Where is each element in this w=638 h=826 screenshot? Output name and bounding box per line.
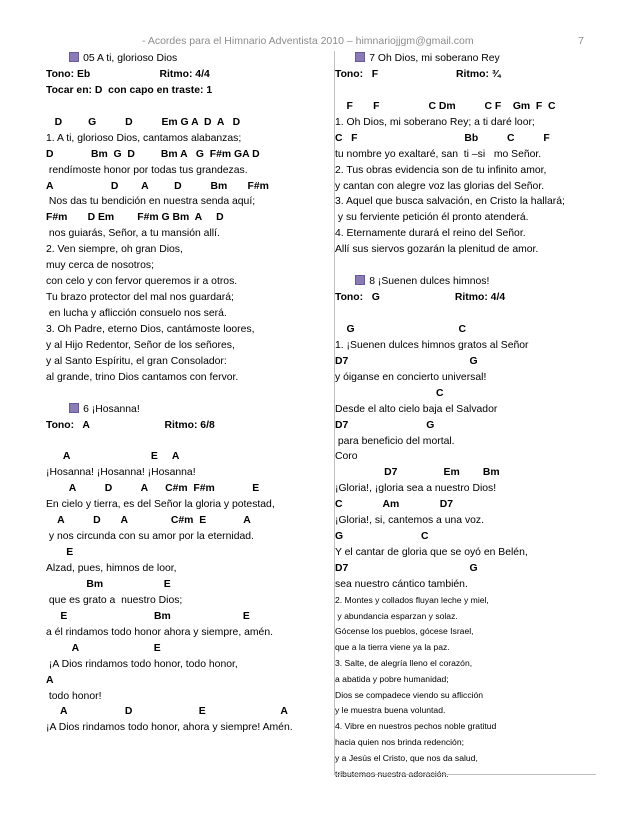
lyric-line: con celo y con fervor queremos ir a otros. xyxy=(46,276,238,288)
hymn-title-text: 05 A ti, glorioso Dios xyxy=(83,53,178,64)
blank-line xyxy=(46,434,311,450)
chord-line: A xyxy=(46,674,54,686)
lyric-line: para beneficio del mortal. xyxy=(335,435,455,447)
hymn-title-text: 8 ¡Suenen dulces himnos! xyxy=(369,276,490,288)
lyric-line: En cielo y tierra, es del Señor la gloria y potestad, xyxy=(46,499,275,511)
verse-line: y a Jesús el Cristo, que nos da salud, xyxy=(335,752,478,763)
lyric-line: Alzad, pues, himnos de loor, xyxy=(46,563,177,574)
chord-line: C F Bb C F xyxy=(335,132,550,144)
lyric-line: tu nombre yo exaltaré, san ti –si mo Señor. xyxy=(335,148,542,160)
lyric-line: 1. ¡Suenen dulces himnos gratos al Señor xyxy=(335,339,529,351)
blank-line xyxy=(46,99,311,115)
chord-line: Bm E xyxy=(46,578,171,590)
hymn-icon xyxy=(69,403,79,413)
lyric-line: ¡Hosanna! ¡Hosanna! ¡Hosanna! xyxy=(46,467,196,479)
column-bottom-rule xyxy=(334,774,596,775)
lyric-line: ¡Gloria!, ¡gloria sea a nuestro Dios! xyxy=(335,483,497,495)
lyric-line: ¡A Dios rindamos todo honor, ahora y siempre! Amén. xyxy=(46,722,293,734)
verse-line: 4. Vibre en nuestros pechos noble gratitud xyxy=(335,721,497,732)
lyric-line: Y el cantar de gloria que se oyó en Belén, xyxy=(335,547,528,559)
lyric-line: 3. Oh Padre, eterno Dios, cantámoste loores, xyxy=(46,323,255,335)
chord-line: F F C Dm C F Gm F C xyxy=(335,100,556,112)
lyric-line: Coro xyxy=(335,451,358,463)
chord-line: D Bm G D Bm A G F#m GA D xyxy=(46,148,260,160)
chord-line: D7 G xyxy=(335,563,478,574)
lyric-line: 2. Ven siempre, oh gran Dios, xyxy=(46,244,183,256)
lyric-line: ¡A Dios rindamos todo honor, todo honor, xyxy=(46,658,238,670)
chord-line: E xyxy=(46,547,74,559)
chord-line: A E xyxy=(46,642,161,654)
lyric-line: Nos das tu bendición en nuestra senda aquí; xyxy=(46,196,256,208)
chord-line: D G D Em G A D A D xyxy=(46,116,241,128)
lyric-line: sea nuestro cántico también. xyxy=(335,578,468,590)
lyric-line: en lucha y aflicción consuelo nos será. xyxy=(46,308,227,319)
right-column xyxy=(334,51,597,779)
chord-line: G C xyxy=(335,323,467,335)
blank-line xyxy=(335,306,597,322)
meta-line: Tocar en: D con capo en traste: 1 xyxy=(46,84,213,96)
meta-line: Tono: Eb Ritmo: 4/4 xyxy=(46,68,210,80)
verse-line: a abatida y pobre humanidad; xyxy=(335,673,449,684)
chord-line: E Bm E xyxy=(46,610,250,622)
lyric-line: nos guiarás, Señor, a tu mansión allí. xyxy=(46,228,220,240)
hymn-title xyxy=(46,51,311,67)
chord-line: D7 G xyxy=(335,355,478,367)
lyric-line: ¡Gloria!, si, cantemos a una voz. xyxy=(335,515,484,527)
verse-line: Dios se compadece viendo su aflicción xyxy=(335,689,484,700)
lyric-line: todo honor! xyxy=(46,690,102,702)
blank-line xyxy=(46,386,311,402)
lyric-line: y cantan con alegre voz las glorias del Señor. xyxy=(335,180,545,192)
blank-line xyxy=(335,83,597,99)
meta-line: Tono: G Ritmo: 4/4 xyxy=(335,292,506,304)
lyric-line: al grande, trino Dios cantamos con fervor. xyxy=(46,371,239,383)
hymn-title xyxy=(335,274,597,290)
page-number: 7 xyxy=(578,35,584,47)
lyric-line: y al Santo Espíritu, el gran Consolador: xyxy=(46,355,227,367)
chord-line: C Am D7 xyxy=(335,499,453,511)
verse-line: 2. Montes y collados fluyan leche y miel, xyxy=(335,594,489,605)
blank-line xyxy=(335,258,597,274)
chord-line: A D A C#m F#m E xyxy=(46,483,260,495)
verse-line: 3. Salte, de alegría lleno el corazón, xyxy=(335,658,473,669)
lyric-line: Desde el alto cielo baja el Salvador xyxy=(335,403,498,415)
hymn-icon xyxy=(355,52,365,62)
hymn-title xyxy=(46,402,311,418)
chord-line: G C xyxy=(335,531,429,543)
verse-line: y abundancia esparzan y solaz. xyxy=(335,610,458,621)
hymn-title xyxy=(335,51,597,67)
lyric-line: a él rindamos todo honor ahora y siempre, amén. xyxy=(46,626,273,638)
verse-line: que a la tierra viene ya la paz. xyxy=(335,642,450,653)
lyric-line: Tu brazo protector del mal nos guardará; xyxy=(46,292,234,304)
hymn-icon xyxy=(355,275,365,285)
verse-line: Gócense los pueblos, gócese Israel, xyxy=(335,626,474,637)
chord-line: C xyxy=(335,387,444,399)
chord-line: A D A D Bm F#m xyxy=(46,180,269,192)
verse-line: tributemos nuestra adoración. xyxy=(335,768,449,779)
meta-line: Tono: A Ritmo: 6/8 xyxy=(46,419,215,431)
hymn-title-text: 6 ¡Hosanna! xyxy=(83,403,140,415)
chord-line: F#m D Em F#m G Bm A D xyxy=(46,212,224,224)
hymn-icon xyxy=(69,52,79,62)
header-text: - Acordes para el Himnario Adventista 2010 – himnariojjgm@gmail.com xyxy=(142,35,474,47)
meta-line: Tono: F Ritmo: ¾ xyxy=(335,68,501,80)
page-header xyxy=(0,35,638,51)
chord-line: A E A xyxy=(46,451,180,463)
lyric-line: y nos circunda con su amor por la eternidad. xyxy=(46,531,254,543)
lyric-line: 2. Tus obras evidencia son de tu infinito amor, xyxy=(335,164,547,176)
left-column xyxy=(46,51,311,736)
chord-line: A D E A xyxy=(46,706,288,718)
lyric-line: rendímoste honor por todas tus grandezas. xyxy=(46,164,248,176)
lyric-line: muy cerca de nosotros; xyxy=(46,260,154,272)
lyric-line: Allí sus siervos gozarán la plenitud de amor. xyxy=(335,244,539,256)
chord-line: D7 Em Bm xyxy=(335,467,500,479)
verse-line: hacia quien nos brinda redención; xyxy=(335,737,464,748)
verse-line: y le muestra buena voluntad. xyxy=(335,705,446,716)
lyric-line: y su ferviente petición él pronto atenderá. xyxy=(335,212,529,224)
chord-line: A D A C#m E A xyxy=(46,515,251,527)
lyric-line: y al Hijo Redentor, Señor de los señores, xyxy=(46,339,235,351)
hymn-title-text: 7 Oh Dios, mi soberano Rey xyxy=(369,53,500,64)
chord-line: D7 G xyxy=(335,419,435,431)
lyric-line: 1. Oh Dios, mi soberano Rey; a ti daré loor; xyxy=(335,116,535,128)
lyric-line: 4. Eternamente durará el reino del Señor. xyxy=(335,228,526,240)
lyric-line: y óiganse en concierto universal! xyxy=(335,371,487,383)
lyric-line: que es grato a nuestro Dios; xyxy=(46,594,183,606)
lyric-line: 3. Aquel que busca salvación, en Cristo la hallará; xyxy=(335,196,565,208)
lyric-line: 1. A ti, glorioso Dios, cantamos alabanzas; xyxy=(46,132,242,144)
